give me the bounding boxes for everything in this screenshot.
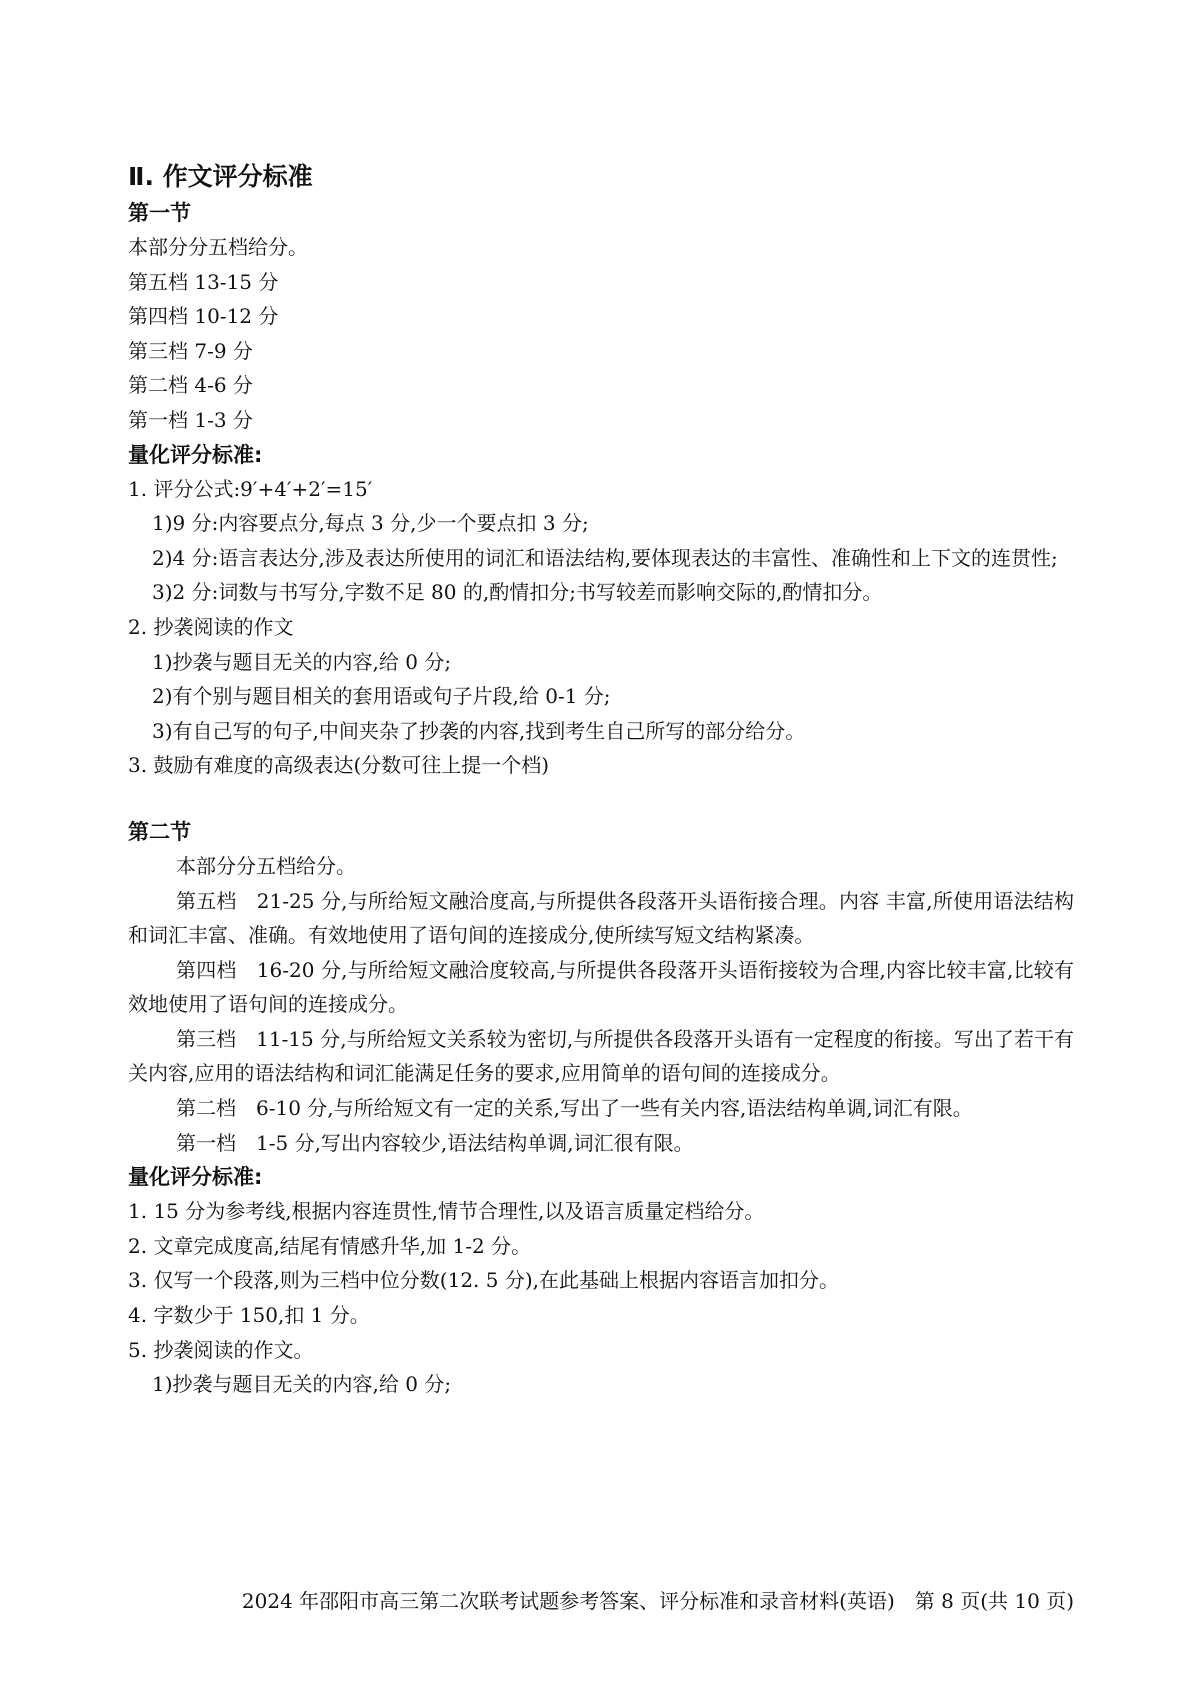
part1-band-2: 第二档 4-6 分 <box>128 373 253 398</box>
part1-item-1: 1. 评分公式:9′+4′+2′=15′ <box>128 476 373 501</box>
part2-item-4: 4. 字数少于 150,扣 1 分。 <box>128 1303 370 1328</box>
part1-item-2-sub-3: 3)有自己写的句子,中间夹杂了抄袭的内容,找到考生自己所写的部分给分。 <box>152 718 806 743</box>
part1-band-4: 第四档 10-12 分 <box>128 304 279 329</box>
page-footer: 2024 年邵阳市高三第二次联考试题参考答案、评分标准和录音材料(英语) 第 8 页(共 10 页) <box>241 1589 1074 1613</box>
part1-band-5: 第五档 13-15 分 <box>128 269 279 294</box>
part1-heading: 第一节 <box>128 201 191 225</box>
part1-quant-heading: 量化评分标准: <box>128 442 263 467</box>
part1-item-2: 2. 抄袭阅读的作文 <box>128 614 294 639</box>
part1-item-3: 3. 鼓励有难度的高级表达(分数可往上提一个档) <box>128 753 550 778</box>
part1-item-2-sub-2: 2)有个别与题目相关的套用语或句子片段,给 0-1 分; <box>152 684 611 709</box>
section-gap <box>128 783 1074 815</box>
part1-intro: 本部分分五档给分。 <box>128 235 308 259</box>
page-content <box>128 158 1074 1402</box>
part2-band-3: 第三档 11-15 分,与所给短文关系较为密切,与所提供各段落开头语有一定程度的衔接。写出了若干有关内容,应用的语法结构和词汇能满足任务的要求,应用简单的语句间的连接成分。 <box>128 1026 1074 1086</box>
part1-item-1-sub-3: 3)2 分:词数与书写分,字数不足 80 的,酌情扣分;书写较差而影响交际的,酌情扣分。 <box>152 580 883 605</box>
part2-item-2: 2. 文章完成度高,结尾有情感升华,加 1-2 分。 <box>128 1233 532 1258</box>
part1-item-1-sub-2: 2)4 分:语言表达分,涉及表达所使用的词汇和语法结构,要体现表达的丰富性、准确性和上下文的连贯性; <box>152 545 1058 570</box>
part2-item-5-sub-1: 1)抄袭与题目无关的内容,给 0 分; <box>152 1372 452 1397</box>
part1-band-1: 第一档 1-3 分 <box>128 407 253 432</box>
part1-item-1-sub-1: 1)9 分:内容要点分,每点 3 分,少一个要点扣 3 分; <box>152 511 589 536</box>
part2-item-3: 3. 仅写一个段落,则为三档中位分数(12. 5 分),在此基础上根据内容语言加扣分。 <box>128 1268 840 1293</box>
part2-heading: 第二节 <box>128 819 191 844</box>
part2-band-1: 第一档 1-5 分,写出内容较少,语法结构单调,词汇很有限。 <box>176 1130 694 1155</box>
part2-band-5: 第五档 21-25 分,与所给短文融洽度高,与所提供各段落开头语衔接合理。内容 丰富,所使用语法结构和词汇丰富、准确。有效地使用了语句间的连接成分,使所续写短文结构紧凑。 <box>128 888 1074 948</box>
part2-band-2: 第二档 6-10 分,与所给短文有一定的关系,写出了一些有关内容,语法结构单调,词汇有限。 <box>176 1096 973 1121</box>
part2-intro: 本部分分五档给分。 <box>176 853 356 878</box>
part2-item-1: 1. 15 分为参考线,根据内容连贯性,情节合理性,以及语言质量定档给分。 <box>128 1199 765 1224</box>
part1-item-2-sub-1: 1)抄袭与题目无关的内容,给 0 分; <box>152 649 452 674</box>
part2-band-4: 第四档 16-20 分,与所给短文融洽度较高,与所提供各段落开头语衔接较为合理,内容比较丰富,比较有效地使用了语句间的连接成分。 <box>128 957 1074 1017</box>
part2-quant-heading: 量化评分标准: <box>128 1165 263 1190</box>
part2-item-5: 5. 抄袭阅读的作文。 <box>128 1337 314 1362</box>
section-title: Ⅱ. 作文评分标准 <box>128 162 313 191</box>
part1-band-3: 第三档 7-9 分 <box>128 338 253 363</box>
